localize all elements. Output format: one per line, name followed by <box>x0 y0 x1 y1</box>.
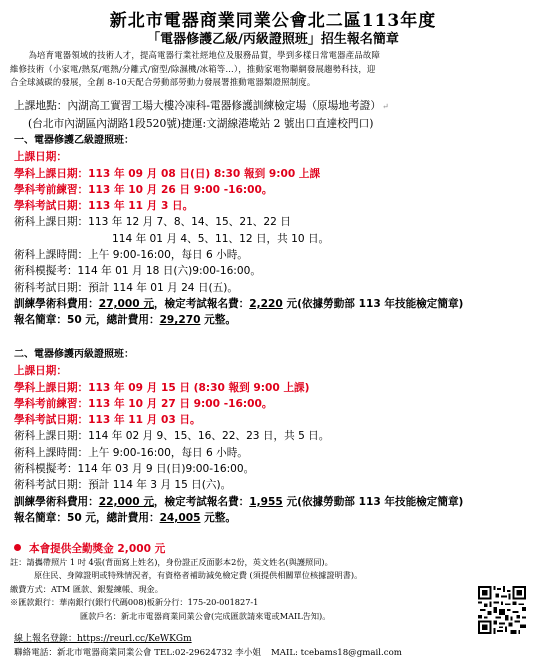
contact-text: 新北市電器商業同業公會 TEL:02-29624732 李小姐 <box>56 648 261 658</box>
contact-line <box>14 646 402 658</box>
fee-line <box>14 494 542 510</box>
practical-class-time: 術科上課時間：上午 9:00-16:00，每日 6 小時。 <box>14 446 248 459</box>
theory-class-date: 學科上課日期：113 年 09 月 15 日 (8:30 報到 9:00 上課) <box>14 381 310 394</box>
reg-label: 報名簡章：50 元，總計費用： <box>14 511 160 524</box>
intro-line: 合全球減碳的發展，全創 8-10天配合勞動部勞動力發展署推動電器類證照制度。 <box>10 77 316 88</box>
fee-line <box>14 296 542 312</box>
notes-block <box>10 556 466 623</box>
fee-label: 訓練學術科費用： <box>14 495 99 508</box>
location-text: 內湖高工實習工場大樓冷凍科-電器修護訓練檢定場（原場地考證） <box>67 99 382 112</box>
theory-exam-date: 學科考試日期：113 年 11 月 3 日。 <box>14 200 194 213</box>
fee-label: 訓練學術科費用： <box>14 297 99 310</box>
location-label: 上課地點： <box>14 99 68 112</box>
intro-line: 維修技術（小家電/熱泵/電熱/分離式/窗型/除濕機/冰箱等…），推動家電物聯網發展趨勢科技，迎 <box>10 63 376 74</box>
practical-class-time: 術科上課時間：上午 9:00-16:00，每日 6 小時。 <box>14 249 248 262</box>
total-line <box>14 312 542 328</box>
fee-mid: ，檢定考試報名費： <box>153 297 250 310</box>
intro-paragraph <box>10 49 536 90</box>
exam-fee: 2,220 <box>249 297 283 310</box>
theory-class-date: 學科上課日期：113 年 09 月 08 日(日) 8:30 報到 9:00 上課 <box>14 167 321 180</box>
note-line: 匯款戶名：新北市電器商業同業公會(完成匯款請來電或MAIL告知)。 <box>80 610 331 621</box>
total-fee: 24,005 <box>159 511 201 524</box>
intro-line: 為培育電器領域的技術人才，提高電器行業社經地位及服務品質，學到多樣日常電器產品故障 <box>28 50 381 60</box>
contact-mail: MAIL: tcebams18@gmail.com <box>270 648 402 658</box>
signup-label: 線上報名登錄： <box>14 634 78 644</box>
location-block: 上課地點：內湖高工實習工場大樓冷凍科-電器修護訓練檢定場（原場地考證）↵ (台北市內湖區內湖路1段520號)捷運:文湖線港墘站 2 號出口直達校門口) <box>14 97 542 132</box>
section-heading: 二、電器修護丙級證照班： <box>14 349 134 360</box>
practical-class-dates: 術科上課日期：114 年 02 月 9、15、16、22、23 日，共 5 日。 <box>14 430 330 443</box>
note-line: 原住民、身障證明或特殊情況者，有資格者補助減免檢定費 (須提供相關單位核據證明書)。 <box>34 570 363 581</box>
theory-practice-date: 學科考前練習：113 年 10 月 27 日 9:00 -16:00。 <box>14 397 273 410</box>
fee-mid: ，檢定考試報名費： <box>153 495 250 508</box>
contact-label: 聯絡電話： <box>14 648 57 658</box>
page-title: 新北市電器商業同業公會北二區113年度 <box>109 11 437 31</box>
class-date-label: 上課日期： <box>14 365 67 378</box>
exam-fee: 1,955 <box>249 495 283 508</box>
practical-class-dates: 術科上課日期：113 年 12 月 7、8、14、15、21、22 日 <box>14 216 291 229</box>
practical-exam-date: 術科考試日期：預計 114 年 3 月 15 日(六)。 <box>14 479 232 492</box>
practical-class-dates-cont: 114 年 01 月 4、5、11、12 日，共 10 日。 <box>112 232 330 245</box>
qr-code-icon[interactable] <box>478 586 526 634</box>
total-fee: 29,270 <box>159 314 201 327</box>
bullet-icon <box>14 544 21 551</box>
training-fee: 27,000 元 <box>98 297 154 310</box>
training-fee: 22,000 元 <box>98 495 154 508</box>
total-line <box>14 510 542 526</box>
practical-exam-date: 術科考試日期：預計 114 年 01 月 24 日(五)。 <box>14 281 238 294</box>
location-address: (台北市內湖區內湖路1段520號)捷運:文湖線港墘站 2 號出口直達校門口) <box>28 117 374 130</box>
reg-label: 報名簡章：50 元，總計費用： <box>14 314 160 327</box>
note-line: 繳費方式：ATM 匯款、銀髮練帳、現金。 <box>10 583 163 594</box>
section-class-c <box>14 347 542 526</box>
note-line: ※匯款銀行：華南銀行(銀行代碼008)板新分行：175-20-001827-1 <box>10 597 259 608</box>
section-class-b <box>14 133 542 329</box>
page-subtitle: 「電器修護乙級/丙級證照班」招生報名簡章 <box>147 32 399 47</box>
fee-tail: 元(依據勞動部 113 年技能檢定簡章) <box>286 297 464 310</box>
theory-practice-date: 學科考前練習：113 年 10 月 26 日 9:00 -16:00。 <box>14 183 273 196</box>
signup-line <box>14 631 192 644</box>
note-line: 註：請攜帶照片 1 吋 4張(背面寫上姓名)，身份證正反面影本2份，英文姓名(與護照同)。 <box>10 557 333 567</box>
theory-exam-date: 學科考試日期：113 年 11 月 03 日。 <box>14 414 201 427</box>
class-date-label: 上課日期： <box>14 151 67 164</box>
signup-link[interactable]: https://reurl.cc/KeWKGm <box>77 634 192 644</box>
fee-tail: 元(依據勞動部 113 年技能檢定簡章) <box>286 495 464 508</box>
practical-mock-exam: 術科模擬考：114 年 03 月 9 日(日)9:00-16:00。 <box>14 463 255 476</box>
section-heading: 一、電器修護乙級證照班： <box>14 135 134 146</box>
total-tail: 元整。 <box>204 511 236 524</box>
scholarship-note <box>14 541 165 556</box>
scholarship-text: 本會提供全勤獎金 2,000 元 <box>29 543 166 555</box>
total-tail: 元整。 <box>204 314 236 327</box>
practical-mock-exam: 術科模擬考：114 年 01 月 18 日(六)9:00-16:00。 <box>14 265 261 278</box>
